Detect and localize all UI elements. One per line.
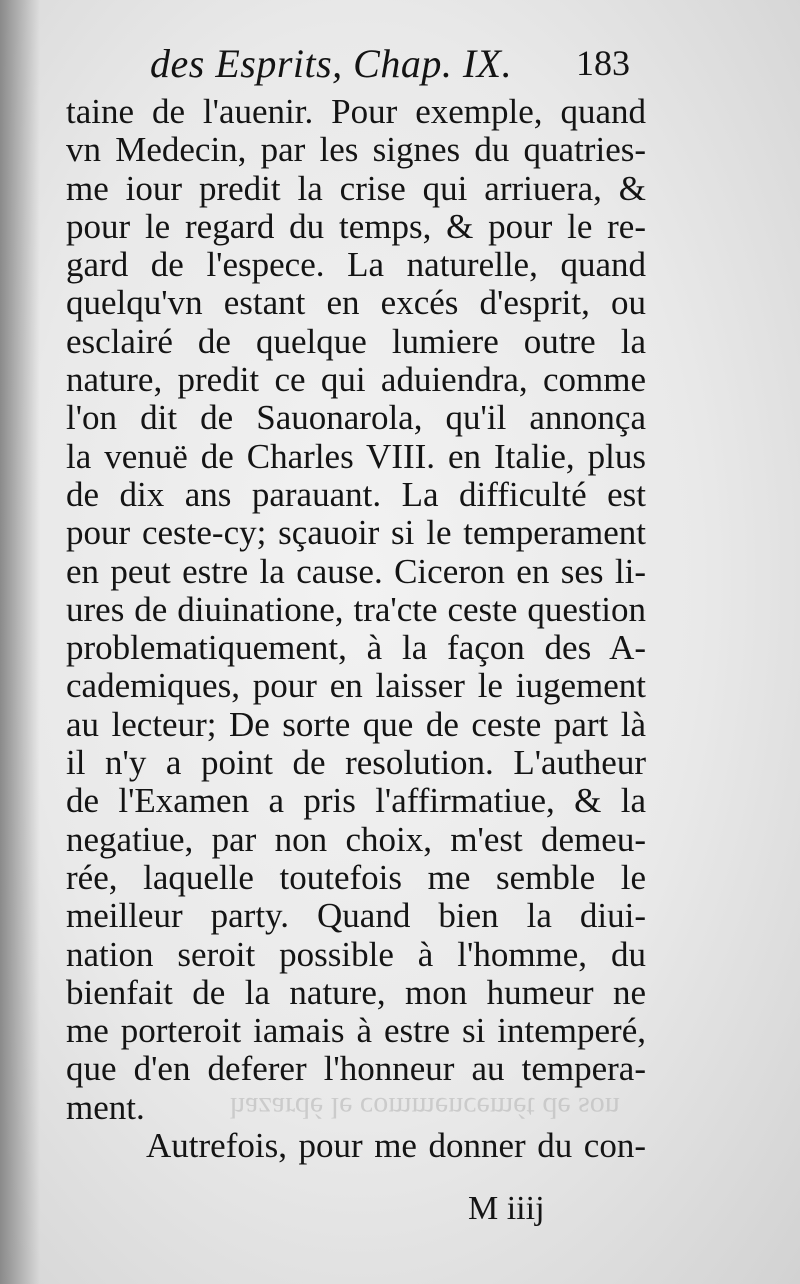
text-line: ures de diuinatione, tra'cte ceste question bbox=[66, 589, 646, 629]
text-line: nation seroit possible à l'homme, du bbox=[66, 934, 646, 974]
text-line: rée, laquelle toutefois me semble le bbox=[66, 857, 646, 897]
text-line: pour ceste-cy; sçauoir si le temperament bbox=[66, 513, 646, 553]
text-line: ment. bbox=[66, 1087, 145, 1127]
paragraph-start-line: Autrefois, pour me donner du con- bbox=[146, 1126, 646, 1166]
body-text bbox=[66, 93, 646, 1165]
text-line: me iour predit la crise qui arriuera, & bbox=[66, 168, 646, 208]
text-line: gard de l'espece. La naturelle, quand bbox=[66, 245, 646, 285]
text-line: me porteroit iamais à estre si intemperé, bbox=[66, 1011, 646, 1051]
text-line: au lecteur; De sorte que de ceste part là bbox=[66, 704, 646, 744]
text-line: en peut estre la cause. Ciceron en ses li- bbox=[66, 551, 646, 591]
text-line: cademiques, pour en laisser le iugement bbox=[66, 666, 646, 706]
text-line: il n'y a point de resolution. L'autheur bbox=[66, 743, 646, 783]
text-line: quelqu'vn estant en excés d'esprit, ou bbox=[66, 283, 646, 323]
text-line: l'on dit de Sauonarola, qu'il annonça bbox=[66, 398, 646, 438]
text-line: bienfait de la nature, mon humeur ne bbox=[66, 972, 646, 1012]
page-number: 183 bbox=[576, 43, 630, 83]
text-line: de dix ans parauant. La difficulté est bbox=[66, 474, 646, 514]
text-line: meilleur party. Quand bien la diui- bbox=[66, 896, 646, 936]
show-through-text: hazardé le commencemét de son bbox=[230, 1091, 620, 1124]
text-line: nature, predit ce qui aduiendra, comme bbox=[66, 360, 646, 400]
text-line: esclairé de quelque lumiere outre la bbox=[66, 321, 646, 361]
text-line: vn Medecin, par les signes du quatries- bbox=[66, 130, 646, 170]
text-line: la venuë de Charles VIII. en Italie, plus bbox=[66, 436, 646, 476]
text-line: taine de l'auenir. Pour exemple, quand bbox=[66, 92, 646, 131]
gutter-shadow bbox=[0, 0, 40, 1284]
text-line: problematiquement, à la façon des A- bbox=[66, 628, 646, 668]
text-line: pour le regard du temps, & pour le re- bbox=[66, 206, 646, 246]
catchword-signature: M iiij bbox=[468, 1190, 545, 1227]
running-title: des Esprits, Chap. IX. bbox=[150, 41, 513, 86]
text-line: negatiue, par non choix, m'est demeu- bbox=[66, 819, 646, 859]
text-line: de l'Examen a pris l'affirmatiue, & la bbox=[66, 781, 646, 821]
page-header bbox=[150, 40, 630, 90]
text-line: que d'en deferer l'honneur au tempera- bbox=[66, 1049, 646, 1089]
